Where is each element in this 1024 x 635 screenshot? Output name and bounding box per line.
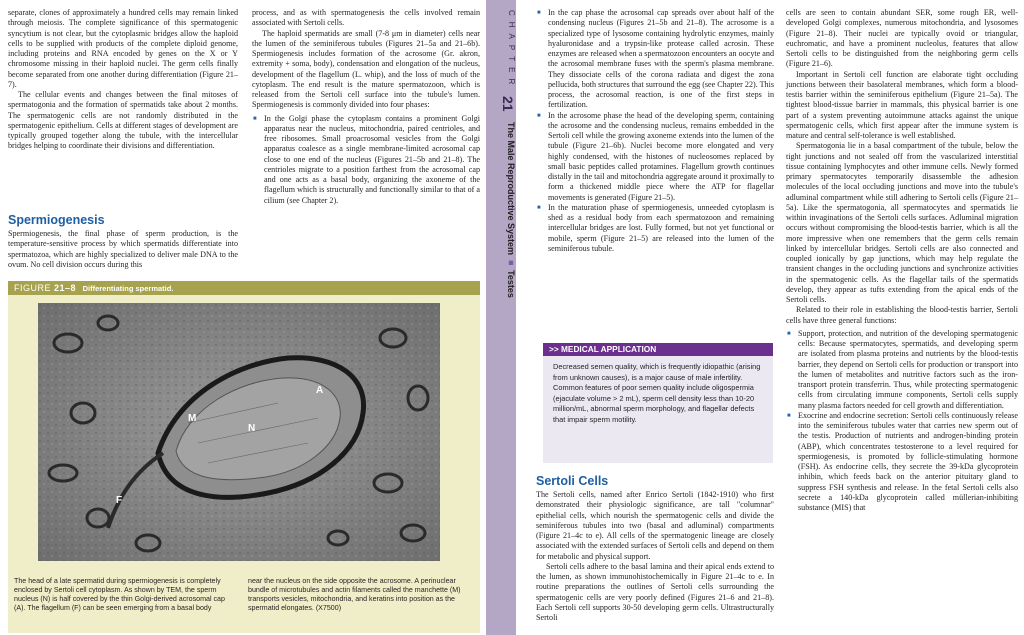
- figure-label: [8, 283, 76, 293]
- phase-list-continued: [536, 8, 774, 254]
- list-item-golgi-phase: ■ In the Golgi phase the cytoplasm contains a prominent Golgi apparatus near the nucleus, mitochondria, paired centrioles, and free ribosomes. Small proacrosomal vesicles from the Golgi apparatus coalesce as a single membrane-limited acrosomal cap close to one end of the nucleus (Figures 21–5b and 21–8). The centrioles migrate to a position farthest from the acrosomal cap and one acts as a basal body, organizing the axoneme of the flagellum which is structurally and functionally similar to that of a cilium (see Chapter 2).: [252, 114, 480, 206]
- micrograph-image: [38, 303, 440, 561]
- list-item-secretion: ■ Exocrine and endocrine secretion: Sertoli cells continuously release into the seminiferous tubules water that carries new sperm out of the testis. Production of nutrients and androgen-binding protein (ABP), which concentrates testosterone to a level required for spermiogenesis, is promoted by follicle-stimulating hormone (FSH). As endocrine cells, they secrete the 39-kDa glycoprotein inhibin, which feeds back on the anterior pituitary gland to suppress FSH synthesis and release. In the fetal Sertoli cells also secrete a 140-kDa glycoprotein called müllerian-inhibiting substance (MIS) that: [786, 411, 1018, 514]
- chapter-tab: [486, 0, 516, 635]
- marker-flagellum: F: [116, 495, 123, 506]
- medical-application-body: Decreased semen quality, which is frequently idiopathic (arising from unknown causes), is a major cause of male infertility. Common features of poor semen quality include oligospermia (ejaculate volume > 2 mL), sperm cell density less than 10-20 million/mL, abnormal sperm morphology, and flagellar defects that impair sperm motility.: [553, 362, 761, 424]
- sertoli-functions-list: [786, 329, 1018, 514]
- medical-application-header: >> MEDICAL APPLICATION: [543, 343, 773, 356]
- figure-caption-title: Differentiating spermatid.: [82, 284, 174, 293]
- paragraph: The cellular events and changes between the final mitoses of spermatogonia and the formation of spermatids take about 2 months. The spermatogenic cells are not randomly distributed in the spermatogenic epithelium. Cells at different stages of development are typically grouped together along the tubule, with the intercellular bridges helping to coordinate their divisions and differentiation.: [8, 90, 238, 151]
- paragraph: Spermiogenesis, the final phase of sperm production, is the temperature-sensitive process by which spermatids differentiate into spermatozoa, which are highly specialized to deliver male DNA to the ovum. No cell division occurs during this: [8, 229, 238, 269]
- figure-caption-right: near the nucleus on the side opposite the acrosome. A perinuclear bundle of microtubules and actin filaments called the manchette (M) transports vesicles, mitochondria, and keratins into position as the spermatid elongates. (X7500): [236, 571, 480, 633]
- marker-manchette: M: [188, 413, 197, 424]
- column-2: [252, 8, 480, 206]
- electron-micrograph: [38, 303, 440, 561]
- medical-application-box: [543, 343, 773, 463]
- marker-acrosome: A: [316, 385, 324, 396]
- column-3-lower: [536, 490, 774, 623]
- column-3: [536, 8, 774, 254]
- paragraph: The haploid spermatids are small (7-8 μm in diameter) cells near the lumen of the seminiferous tubules (Figures 21–5a and 21–6b). Spermiogenesis includes formation of the acrosome (Gr. akron, extremity + soma, body), condensation and elongation of the nucleus, development of the flagellum (L. whip), and the loss of much of the cytoplasm. The end result is the mature spermatozoon, which is released from the Sertoli cell surface into the tubule's lumen. Spermiogenesis is commonly divided into four phases:: [252, 28, 480, 110]
- marker-nucleus: N: [248, 423, 256, 434]
- paragraph: cells are seen to contain abundant SER, some rough ER, well-developed Golgi complexes, numerous mitochondria, and lysosomes (Figure 21–8). Their nuclei are typically ovoid or triangular, euchromatic, and have a prominent nucleolus, features that allow Sertoli cells to be distinguished from the neighboring germ cells (Figure 21–6).: [786, 8, 1018, 69]
- paragraph: Important in Sertoli cell function are elaborate tight occluding junctions between their basolateral membranes, which form a blood-testis barrier within the seminiferous epithelium (Figure 21–5a). The tightest blood-tissue barrier in mammals, this physical barrier is one part of a system preventing autoimmune attacks against the unique spermatogenic cells, which first appear after the immune system is mature and central self-tolerance is well established.: [786, 69, 1018, 140]
- list-item-support-protection: ■ Support, protection, and nutrition of the developing spermatogenic cells: Because spermatocytes, spermatids, and developing sperm are isolated from plasma proteins and nutrients by the blood-testis barrier, they depend on Sertoli cells for production or transport into the lumen of metabolites and nutritive factors such as the iron-transport protein transferrin. Thus, while protecting spermatogenic cells from circulating immune components, Sertoli cells supply many plasma factors needed for cell growth and differentiation.: [786, 329, 1018, 411]
- paragraph: separate, clones of approximately a hundred cells may remain linked through meiosis. The complete significance of this spermatogenic syncytium is not clear, but the cytoplasmic bridges allow the haploid cells to be supplied with products of the complete diploid genome, including proteins and RNA encoded by genes on the X or Y chromosome missing in their haploid nuclei. The germ cells finally become separated from one another during differentiation (Figure 21–7).: [8, 8, 238, 89]
- figure-number: 21–8: [54, 283, 77, 293]
- paragraph: process, and as with spermatogenesis the cells involved remain associated with Sertoli cells.: [252, 8, 480, 28]
- figure-label-prefix: FIGURE: [14, 283, 52, 293]
- figure-caption-left: The head of a late spermatid during spermiogenesis is completely enclosed by Sertoli cell cytoplasm. As shown by TEM, the sperm nucleus (N) is half covered by the thin Golgi-derived acrosomal cap (A). The flagellum (F) can be seen emerging from a basal body: [8, 571, 236, 633]
- chapter-label: CHAPTER: [507, 10, 516, 91]
- section-heading-spermiogenesis: Spermiogenesis: [8, 213, 105, 227]
- phase-list: [252, 114, 480, 206]
- paragraph: The Sertoli cells, named after Enrico Sertoli (1842-1910) who first demonstrated their physiologic significance, are tall "columnar" epithelial cells, which nourish the spermatogenic cells and divide the seminiferous tubules into two (basal and adluminal) compartments (Figure 21–4c to e). All cells of the spermatogenic lineage are closely associated with the extended surfaces of Sertoli cells and depend on them for metabolic and physical support.: [536, 490, 775, 561]
- column-4: [786, 8, 1018, 513]
- list-item-acrosome-phase: ■ In the acrosome phase the head of the developing sperm, containing the acrosome and the condensing nucleus, remains embedded in the Sertoli cell while the growing axoneme extends into the lumen of the tubule (Figure 21–6b). Nuclei become more elongated and very highly condensed, with the histones of nucleosomes replaced by small basic peptides called protamines. Flagellum growth continues distally in the tail and mitochondria aggregate around it proximally to form a thickened middle piece where the ATP for flagellar movements is generated (Figure 21–5).: [536, 111, 774, 203]
- separator-icon: ■: [506, 257, 516, 268]
- list-item-cap-phase: ■ In the cap phase the acrosomal cap spreads over about half of the condensing nucleus (Figures 21–5b and 21–8). The acrosome is a specialized type of lysosome containing hydrolytic enzymes, mainly hyaluronidase and a trypsin-like protease called acrosin. These enzymes are released when a spermatozoon encounters an oocyte and the acrosomal membrane fuses with the sperm's plasma membrane. They dissociate cells of the corona radiata and digest the zona pellucida, both structures that surround the egg (see Chapter 22). This process, the acrosomal reaction, is one of the first steps in fertilization.: [536, 8, 774, 111]
- paragraph: Sertoli cells adhere to the basal lamina and their apical ends extend to the lumen, as shown immunohistochemically in Figure 21–4c to e. In routine preparations the outlines of Sertoli cells surrounding the spermatogenic cells are very poorly defined (Figures 21–6 and 21–8). Each Sertoli cell supports 30-50 developing germ cells. Ultrastructurally Sertoli: [536, 561, 774, 622]
- section-heading-sertoli-cells: Sertoli Cells: [536, 474, 609, 488]
- chapter-number: 21: [500, 96, 516, 112]
- list-item-maturation-phase: ■ In the maturation phase of spermiogenesis, unneeded cytoplasm is shed as a residual body from each spermatozoon and remaining intercellular bridges are lost. Fully formed, but not yet functional or mobile, sperm (Figure 21–5) are released into the lumen of the seminiferous tubule.: [536, 203, 774, 254]
- column-1-lower: [8, 229, 238, 270]
- paragraph: Related to their role in establishing the blood-testis barrier, Sertoli cells have three general functions:: [786, 305, 1018, 325]
- figure-title-bar: [8, 281, 480, 295]
- chapter-title-text: The Male Reproductive System: [506, 122, 516, 256]
- chapter-title: [486, 122, 516, 298]
- column-1: [8, 8, 238, 152]
- paragraph: Spermatogonia lie in a basal compartment of the tubule, below the tight junctions and not sealed off from the vascularized interstitial tissue containing lymphocytes and other immune cells. Newly formed primary spermatocytes temporarily disassemble the adhesion molecules of the local occluding junctions and move into the tubule's adluminal compartment while still adhering to Sertoli cells (Figure 21–5a). Like the spermatogonia, all spermatocytes and spermatids lie within invaginations of the Sertoli cells surfaces. Adluminal migration occurs without compromising the blood-testis barrier, which is all the more impressive when one remembers that the germ cells remain linked by intercellular bridges. Sertoli cells are also connected and coupled ionically by gap junctions, which may help regulate the transient changes in the occluding junctions and synchronize activities in the spermatogenic cells. As the flagellar tails of the spermatids develop, they appear as tufts extending from the apical ends of the Sertoli cells.: [786, 141, 1018, 304]
- chapter-subtitle: Testes: [506, 270, 516, 298]
